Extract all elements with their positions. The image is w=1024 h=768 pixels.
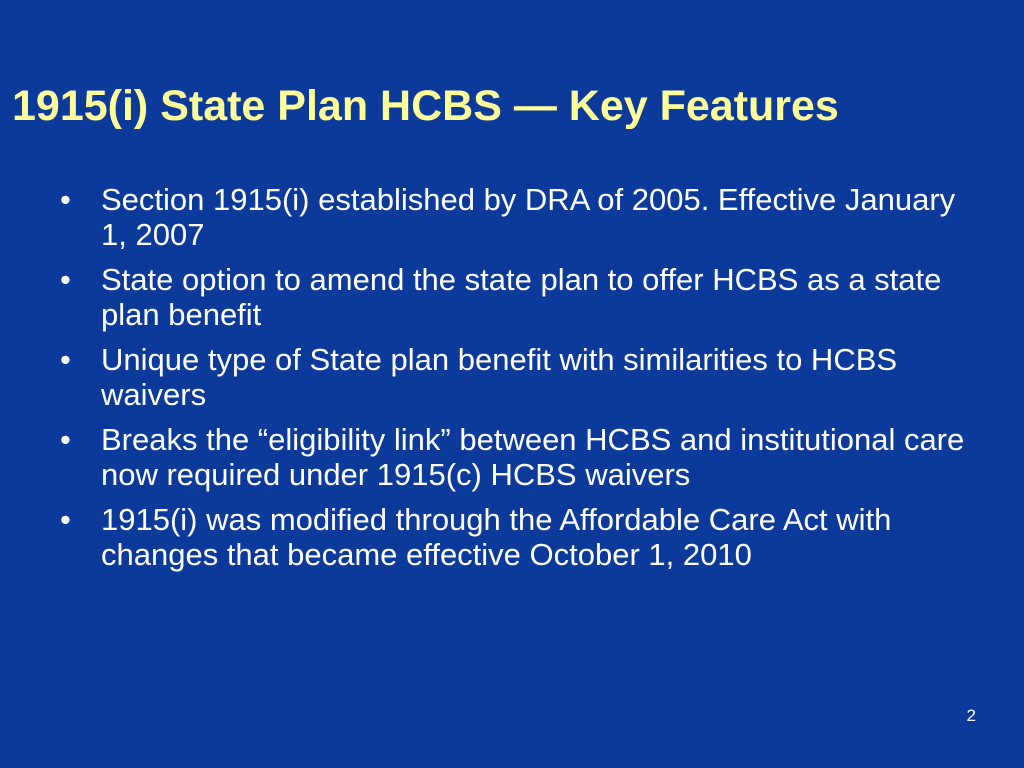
- bullet-text: State option to amend the state plan to offer HCBS as a state plan benefit: [101, 262, 942, 332]
- bullet-text: Unique type of State plan benefit with similarities to HCBS waivers: [101, 342, 898, 412]
- bullet-text: Breaks the “eligibility link” between HCBS and institutional care now required under 1915(c) HCBS waivers: [101, 422, 965, 492]
- list-item: [56, 422, 976, 492]
- bullet-list: [56, 182, 976, 582]
- bullet-text: 1915(i) was modified through the Affordable Care Act with changes that became effective October 1, 2010: [101, 502, 892, 572]
- bullet-icon: •: [60, 182, 71, 217]
- list-item: [56, 342, 976, 412]
- slide-title: 1915(i) State Plan HCBS — Key Features: [12, 82, 839, 130]
- bullet-text: Section 1915(i) established by DRA of 2005. Effective January 1, 2007: [101, 182, 956, 252]
- bullet-icon: •: [60, 262, 71, 297]
- page-number: 2: [966, 706, 976, 725]
- bullet-icon: •: [60, 422, 71, 457]
- list-item: [56, 262, 976, 332]
- bullet-icon: •: [60, 502, 71, 537]
- bullet-icon: •: [60, 342, 71, 377]
- list-item: [56, 182, 976, 252]
- list-item: [56, 502, 976, 572]
